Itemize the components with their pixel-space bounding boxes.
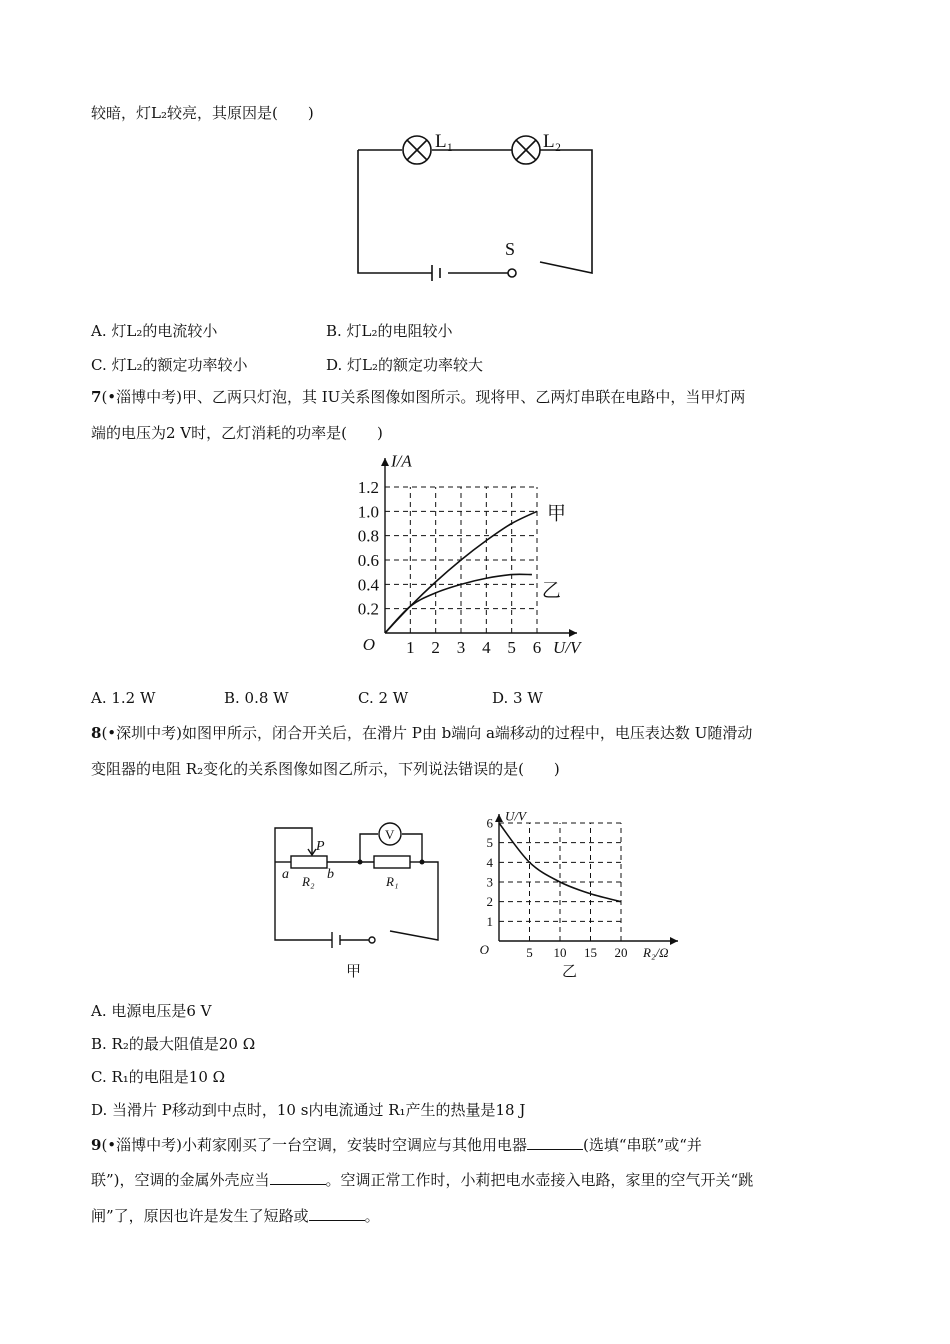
switch-pivot-icon: [508, 269, 516, 277]
y-axis-label: U/V: [505, 808, 526, 824]
y-tick-label: 2: [486, 894, 493, 910]
q9-blank-3[interactable]: [309, 1206, 365, 1221]
q6-series-circuit: [350, 125, 610, 285]
q8-option-c[interactable]: C. R₁的电阻是10 Ω: [91, 1068, 226, 1086]
series-label: 甲: [547, 503, 567, 525]
y-tick-label: 1: [486, 913, 493, 929]
y-axis-arrow-icon: [495, 814, 503, 822]
lamp-l1-label: L₁: [435, 131, 454, 152]
x-tick-label: 5: [526, 945, 533, 960]
y-tick-label: 0.8: [357, 526, 379, 546]
q7-option-b[interactable]: B. 0.8 W: [224, 689, 289, 707]
y-tick-label: 1.2: [357, 477, 379, 497]
y-tick-label: 4: [486, 854, 493, 870]
x-tick-label: 10: [553, 945, 567, 960]
q9-line2: 联”)，空调的金属外壳应当 。空调正常工作时，小莉把电水壶接入电路，家里的空气开关“跳: [91, 1171, 754, 1189]
q6-option-d[interactable]: D. 灯L₂的额定功率较大: [326, 356, 484, 374]
x-tick-label: 20: [614, 945, 628, 960]
switch-label: S: [505, 239, 516, 259]
q6-option-c[interactable]: C. 灯L₂的额定功率较小: [91, 356, 248, 374]
q9-number: 9: [91, 1136, 102, 1154]
series-line: [385, 574, 532, 633]
x-axis-label: R₂/Ω: [643, 945, 669, 960]
series-label: 乙: [541, 580, 561, 602]
x-tick-label: 6: [532, 638, 542, 657]
q7-stem-line1: 7(•淄博中考)甲、乙两只灯泡，其 IU关系图像如图所示。现将甲、乙两灯串联在电路中，当甲灯两: [91, 388, 746, 406]
q8-number: 8: [91, 724, 102, 742]
lamp-l2-label: L₂: [543, 131, 562, 152]
x-tick-label: 2: [431, 638, 440, 657]
q8-figure-right-caption: 乙: [562, 962, 578, 980]
slider-p-label: P: [316, 839, 325, 854]
y-tick-label: 1.0: [357, 502, 379, 522]
x-tick-label: 4: [482, 638, 491, 657]
y-tick-label: 3: [486, 874, 493, 890]
x-tick-label: 5: [507, 638, 516, 657]
q7-option-c[interactable]: C. 2 W: [358, 689, 409, 707]
q8-option-b[interactable]: B. R₂的最大阻值是20 Ω: [91, 1035, 256, 1053]
slider-arrow-icon: [308, 842, 316, 855]
switch-pivot-icon: [369, 937, 375, 943]
q8-stem-line2: 变阻器的电阻 R₂变化的关系图像如图乙所示，下列说法错误的是( ): [91, 760, 560, 778]
lamp-l1-icon: [403, 136, 431, 164]
q9-line1: 9(•淄博中考)小莉家刚买了一台空调，安装时空调应与其他用电器 (选填“串联”或“并: [91, 1136, 702, 1154]
voltmeter-label: V: [385, 827, 395, 842]
x-axis-label: U/V: [553, 638, 581, 657]
terminal-b-label: b: [327, 867, 334, 882]
y-tick-label: 6: [486, 815, 493, 831]
q8-option-d[interactable]: D. 当滑片 P移动到中点时，10 s内电流通过 R₁产生的热量是18 J: [91, 1101, 526, 1119]
x-axis-arrow-icon: [569, 629, 577, 637]
y-axis-label: I/A: [391, 451, 412, 471]
x-tick-label: 1: [406, 638, 415, 657]
q8-circuit-diagram: [270, 820, 450, 950]
y-tick-label: 0.2: [357, 599, 379, 619]
q6-stem: 较暗，灯L₂较亮，其原因是( ): [91, 104, 314, 122]
x-tick-label: 15: [584, 945, 597, 960]
x-axis-arrow-icon: [670, 937, 678, 945]
origin-label: O: [362, 635, 375, 654]
y-tick-label: 5: [486, 835, 493, 851]
q8-stem-line1: 8(•深圳中考)如图甲所示，闭合开关后，在滑片 P由 b端向 a端移动的过程中，电压表达数 U随滑动: [91, 724, 753, 742]
q6-option-b[interactable]: B. 灯L₂的电阻较小: [326, 322, 453, 340]
q8-figure-left-caption: 甲: [346, 962, 362, 980]
r2-label: R₂: [302, 874, 315, 889]
ur2-chart: [478, 808, 688, 960]
terminal-a-label: a: [282, 867, 289, 882]
origin-label: O: [479, 942, 489, 957]
y-axis-arrow-icon: [381, 458, 389, 466]
q9-blank-1[interactable]: [527, 1135, 583, 1150]
q7-option-d[interactable]: D. 3 W: [492, 689, 543, 707]
x-tick-label: 3: [456, 638, 466, 657]
q6-option-a[interactable]: A. 灯L₂的电流较小: [91, 322, 218, 340]
q7-stem-line2: 端的电压为2 V时，乙灯消耗的功率是( ): [91, 424, 383, 442]
q7-number: 7: [91, 388, 102, 406]
q8-option-a[interactable]: A. 电源电压是6 V: [91, 1002, 212, 1020]
iu-chart: [345, 450, 605, 665]
y-tick-label: 0.6: [357, 550, 379, 570]
lamp-l2-icon: [512, 136, 540, 164]
q9-line3: 闸”了，原因也许是发生了短路或 。: [91, 1207, 380, 1225]
q7-option-a[interactable]: A. 1.2 W: [91, 689, 156, 707]
y-tick-label: 0.4: [357, 575, 379, 595]
r1-label: R₁: [386, 874, 399, 889]
q9-blank-2[interactable]: [270, 1170, 326, 1185]
